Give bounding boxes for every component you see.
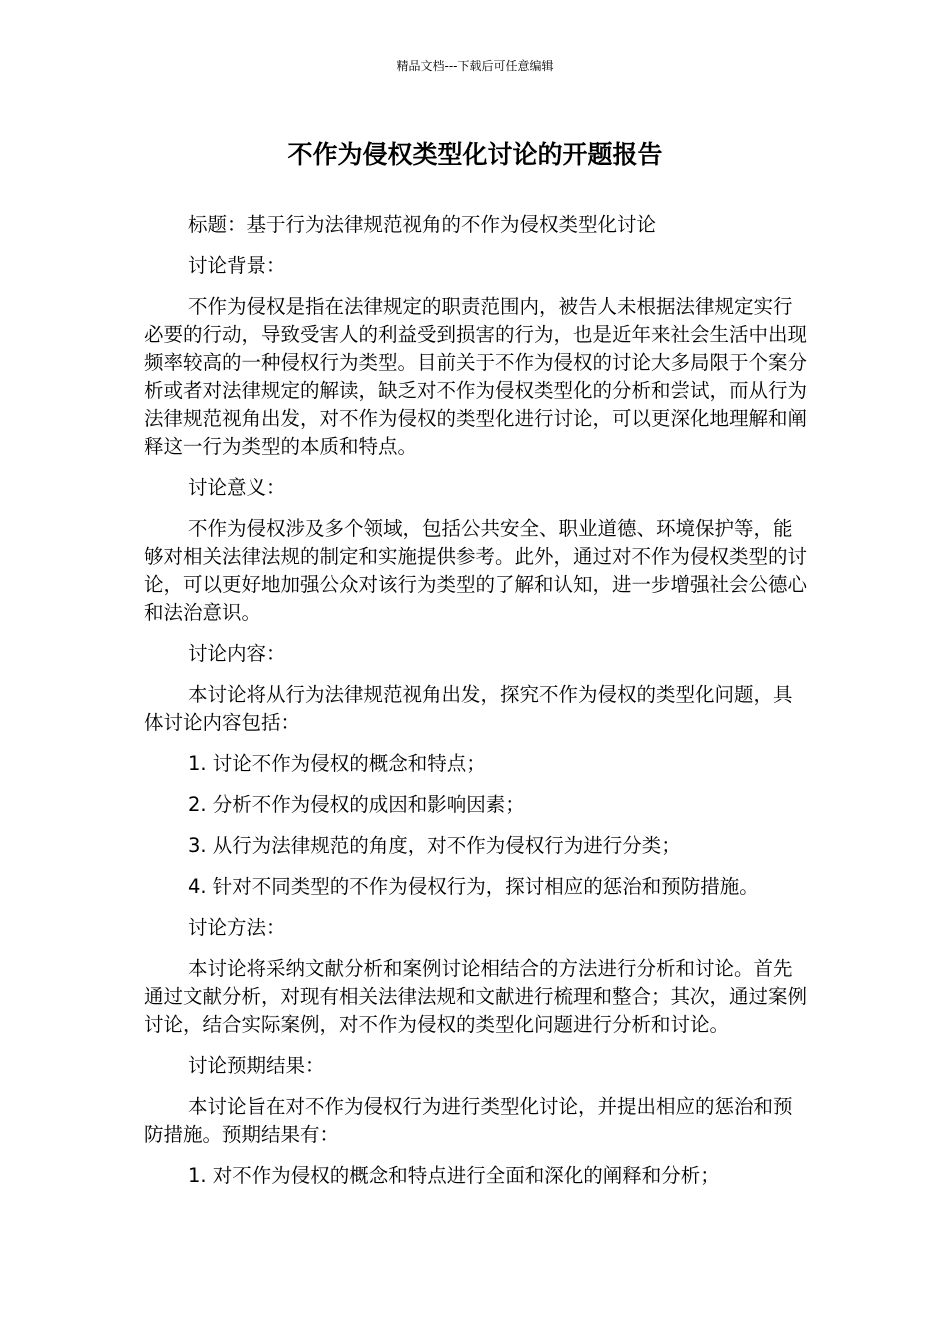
document-title: 不作为侵权类型化讨论的开题报告 (287, 140, 663, 169)
list-item-result-1: 1. 对不作为侵权的概念和特点进行全面和深化的阐释和分析； (188, 1164, 720, 1187)
document-body (144, 211, 808, 1203)
paragraph-content: 本讨论将从行为法律规范视角出发，探究不作为侵权的类型化问题，具体讨论内容包括： (144, 683, 793, 734)
heading-expected-results: 讨论预期结果： (188, 1054, 325, 1077)
heading-significance: 讨论意义： (188, 476, 286, 499)
heading-content: 讨论内容： (188, 642, 286, 665)
list-item-content-4: 4. 针对不同类型的不作为侵权行为，探讨相应的惩治和预防措施。 (188, 875, 759, 898)
heading-method: 讨论方法： (188, 916, 286, 939)
list-item-content-3: 3. 从行为法律规范的角度，对不作为侵权行为进行分类； (188, 834, 681, 857)
paragraph-subject: 标题：基于行为法律规范视角的不作为侵权类型化讨论 (188, 213, 657, 236)
heading-background: 讨论背景： (188, 254, 286, 277)
page-header-note: 精品文档---下载后可任意编辑 (396, 59, 554, 73)
paragraph-method: 本讨论将采纳文献分析和案例讨论相结合的方法进行分析和讨论。首先通过文献分析，对现有相关法律法规和文献进行梳理和整合；其次，通过案例讨论，结合实际案例，对不作为侵权的类型化问题进行分析和讨论。 (144, 957, 808, 1036)
list-item-content-2: 2. 分析不作为侵权的成因和影响因素； (188, 793, 525, 816)
paragraph-expected-results: 本讨论旨在对不作为侵权行为进行类型化讨论，并提出相应的惩治和预防措施。预期结果有： (144, 1095, 793, 1146)
paragraph-significance: 不作为侵权涉及多个领域，包括公共安全、职业道德、环境保护等，能够对相关法律法规的制定和实施提供参考。此外，通过对不作为侵权类型的讨论，可以更好地加强公众对该行为类型的了解和认知，进一步增强社会公德心和法治意识。 (144, 517, 808, 624)
paragraph-background: 不作为侵权是指在法律规定的职责范围内，被告人未根据法律规定实行必要的行动，导致受害人的利益受到损害的行为，也是近年来社会生活中出现频率较高的一种侵权行为类型。目前关于不作为侵权的讨论大多局限于个案分析或者对法律规定的解读，缺乏对不作为侵权类型化的分析和尝试，而从行为法律规范视角出发，对不作为侵权的类型化进行讨论，可以更深化地理解和阐释这一行为类型的本质和特点。 (144, 295, 808, 458)
list-item-content-1: 1. 讨论不作为侵权的概念和特点； (188, 752, 486, 775)
